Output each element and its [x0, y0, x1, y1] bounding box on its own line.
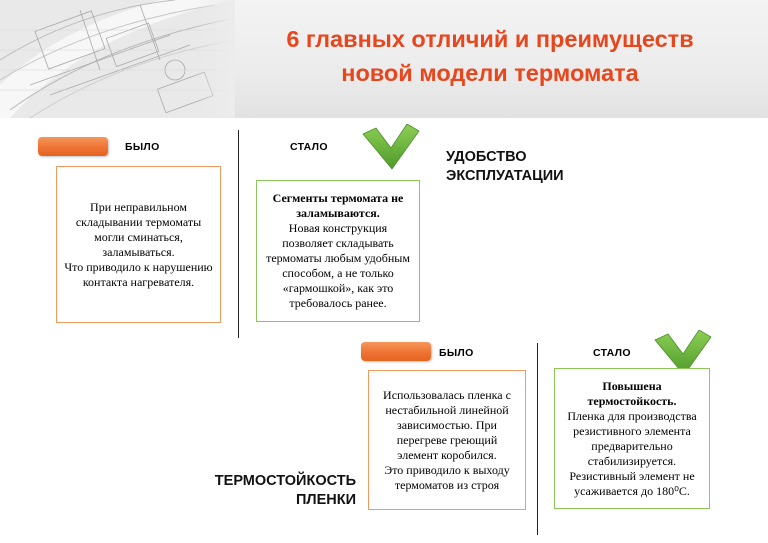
before-tag-2 — [361, 342, 431, 361]
after-label-2: СТАЛО — [593, 347, 631, 359]
category-title-2-line-2: ПЛЕНКИ — [295, 492, 356, 508]
before-tag-1 — [38, 137, 108, 156]
category-title-2 — [196, 472, 356, 510]
before-text-1-para-2: Что приводило к нарушению контакта нагревателя. — [64, 259, 213, 289]
section-divider-1 — [238, 130, 239, 338]
before-text-2-para-2: Это приводило к выходу термоматов из строя — [384, 462, 510, 492]
before-text-box-2 — [368, 370, 526, 510]
before-label-1: БЫЛО — [125, 141, 160, 153]
category-title-1 — [446, 148, 564, 186]
slide-title-line-2: новой модели термомата — [341, 60, 639, 86]
slide-title-line-1: 6 главных отличий и преимуществ — [286, 26, 694, 52]
before-label-2: БЫЛО — [439, 347, 474, 359]
section-divider-2 — [537, 343, 538, 535]
category-title-1-line-2: ЭКСПЛУАТАЦИИ — [446, 168, 564, 184]
after-label-1: СТАЛО — [290, 141, 328, 153]
blueprint-drawing-image — [0, 0, 235, 118]
after-text-box-1 — [256, 180, 420, 322]
before-text-1-para-1: При неправильном складывании термоматы могли сминаться, заламываться. — [75, 199, 202, 259]
slide-title — [220, 22, 760, 90]
category-title-2-line-1: ТЕРМОСТОЙКОСТЬ — [214, 473, 356, 489]
after-text-2-para-2: Резистивный элемент не усаживается до 180⁰С. — [569, 468, 695, 498]
slide-header — [0, 0, 768, 118]
before-text-2-para-1: Использовалась пленка с нестабильной линейной зависимостью. При перегреве греющий элемент коробился. — [383, 387, 511, 462]
category-title-1-line-1: УДОБСТВО — [446, 149, 527, 165]
after-text-1-title: Сегменты термомата не заламываются. — [272, 191, 404, 220]
after-text-box-2 — [554, 368, 710, 509]
before-text-box-1 — [56, 166, 221, 323]
after-text-1-body: Новая конструкция позволяет складывать термоматы любым удобным способом, а не только «гармошкой», как это требовалось ранее. — [266, 221, 410, 310]
after-text-2-para-1: Пленка для производства резистивного элемента предварительно стабилизируется. — [567, 408, 697, 468]
checkmark-icon — [362, 124, 420, 170]
after-text-2-title: Повышена термостойкость. — [587, 378, 677, 408]
